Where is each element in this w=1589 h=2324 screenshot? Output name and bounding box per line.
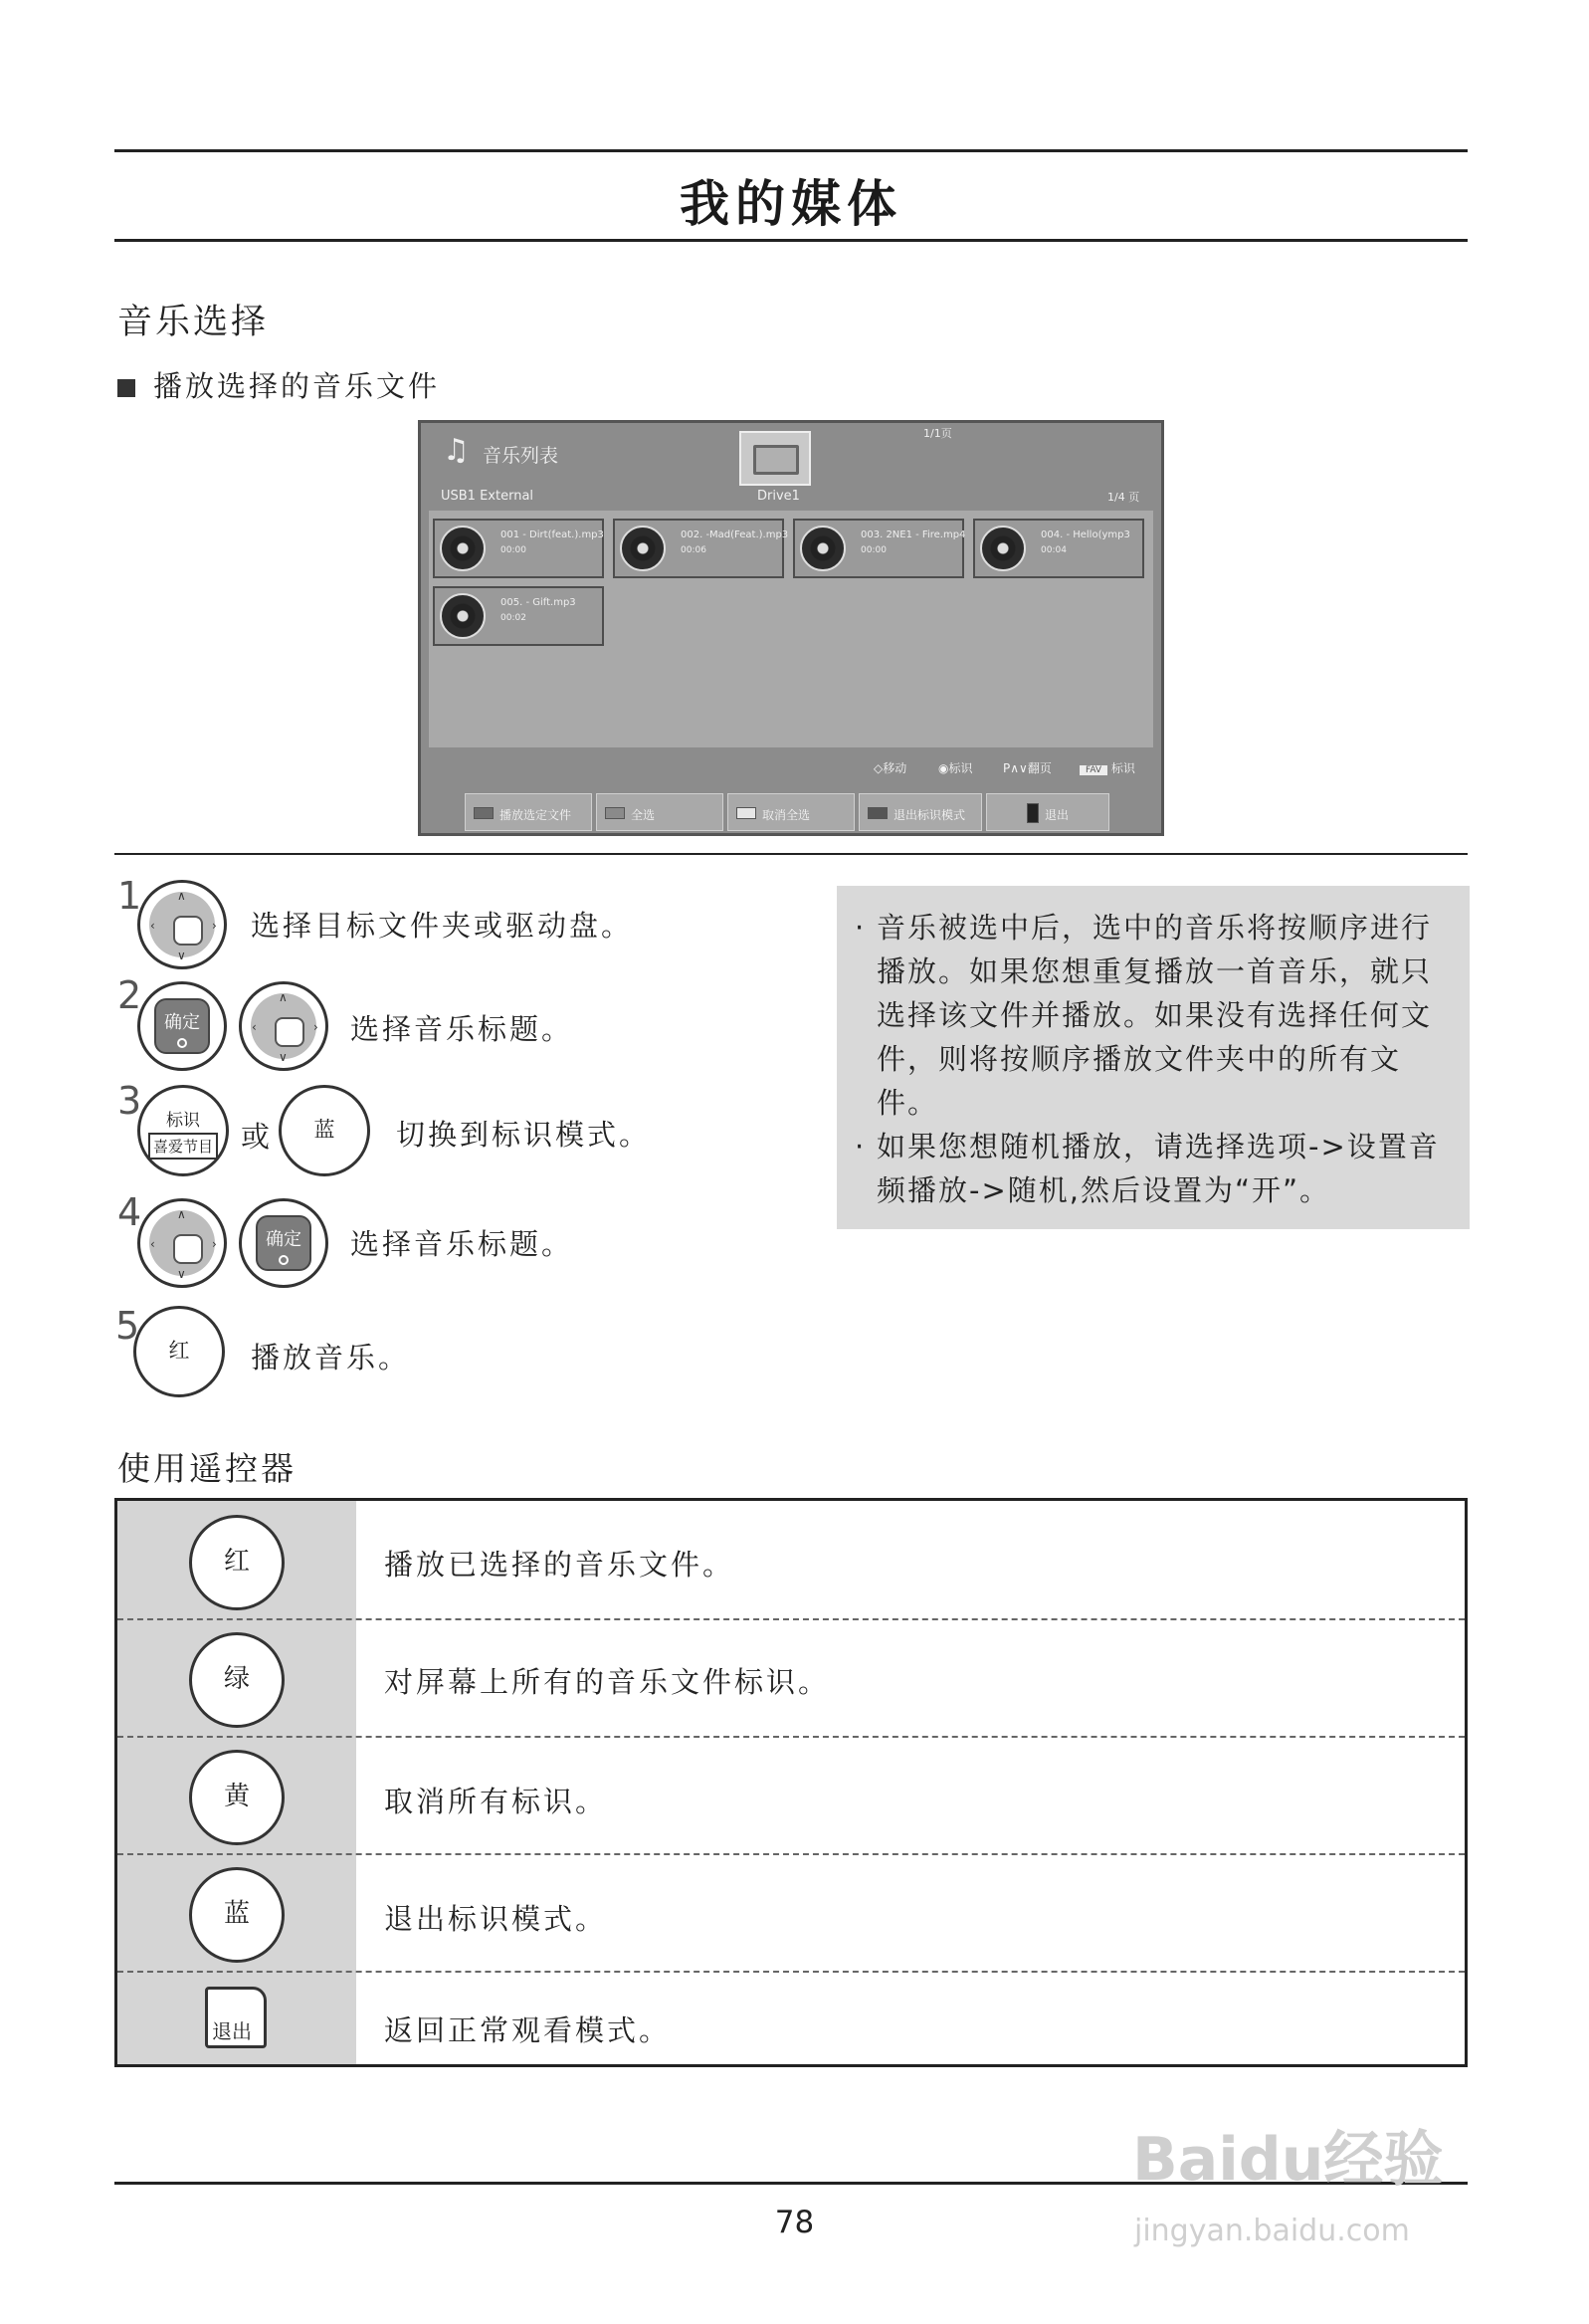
exit-icon bbox=[1027, 803, 1039, 823]
music-file-tile[interactable] bbox=[793, 519, 964, 578]
note-box bbox=[837, 886, 1470, 1229]
deselect-all-button[interactable]: 取消全选 bbox=[727, 793, 855, 831]
file-duration: 00:04 bbox=[1041, 545, 1067, 555]
exit-key-icon: 退出 bbox=[205, 1987, 267, 2048]
cd-icon bbox=[620, 526, 666, 571]
screen-title: 音乐列表 bbox=[483, 445, 559, 467]
file-duration: 00:06 bbox=[681, 545, 706, 555]
location-right: 1/4 页 bbox=[1107, 491, 1140, 504]
step-number: 1 bbox=[117, 874, 142, 918]
cd-icon bbox=[440, 526, 486, 571]
help-page: P∧∨翻页 bbox=[1003, 761, 1052, 775]
exit-mark-mode-button[interactable]: 退出标识模式 bbox=[859, 793, 982, 831]
title-rule bbox=[114, 239, 1468, 242]
music-file-tile[interactable] bbox=[973, 519, 1144, 578]
step-text: 选择音乐标题。 bbox=[350, 1012, 574, 1046]
key-description: 播放已选择的音乐文件。 bbox=[384, 1548, 735, 1582]
music-file-tile[interactable] bbox=[433, 519, 604, 578]
step-number: 4 bbox=[117, 1190, 142, 1234]
cd-icon bbox=[440, 593, 486, 639]
select-all-button[interactable]: 全选 bbox=[596, 793, 723, 831]
key-description: 取消所有标识。 bbox=[384, 1785, 608, 1818]
step-number: 3 bbox=[117, 1079, 142, 1123]
ok-button-icon: 确定 bbox=[137, 981, 227, 1071]
section-rule bbox=[114, 853, 1468, 855]
square-bullet-icon bbox=[117, 379, 135, 397]
music-note-icon: ♫ bbox=[443, 433, 470, 468]
note-item: · 音乐被选中后，选中的音乐将按顺序进行播放。如果您想重复播放一首音乐，就只选择该文件并播放。如果没有选择任何文件，则将按顺序播放文件夹中的所有文件。 bbox=[855, 911, 1433, 1120]
row-divider bbox=[117, 1971, 1465, 1973]
file-duration: 00:00 bbox=[500, 545, 526, 555]
key-description: 对屏幕上所有的音乐文件标识。 bbox=[384, 1665, 831, 1699]
music-file-tile[interactable] bbox=[433, 586, 604, 646]
cd-icon bbox=[980, 526, 1026, 571]
help-move: ◇移动 bbox=[874, 761, 907, 775]
navigation-pad-icon: ∧ ∨ ‹ › bbox=[137, 1198, 227, 1288]
exit-button[interactable]: 退出 bbox=[986, 793, 1109, 831]
row-divider bbox=[117, 1618, 1465, 1620]
remote-section-title: 使用遥控器 bbox=[117, 1449, 297, 1488]
help-fav: FAV 标识 bbox=[1080, 759, 1135, 776]
step-text: 选择目标文件夹或驱动盘。 bbox=[251, 909, 634, 943]
file-name: 003. 2NE1 - Fire.mp4 bbox=[861, 529, 966, 540]
mark-favorite-button-icon: 标识 喜爱节目 bbox=[137, 1085, 229, 1176]
navigation-pad-icon: ∧ ∨ ‹ › bbox=[239, 981, 328, 1071]
page-indicator: 1/1页 bbox=[923, 427, 952, 440]
page-number: 78 bbox=[774, 2205, 815, 2240]
blue-button-icon: 蓝 bbox=[279, 1085, 370, 1176]
watermark-url: jingyan.baidu.com bbox=[1134, 2214, 1410, 2248]
file-duration: 00:00 bbox=[861, 545, 887, 555]
subsection-heading bbox=[117, 364, 440, 405]
row-divider bbox=[117, 1736, 1465, 1738]
green-key-icon: 绿 bbox=[189, 1632, 285, 1728]
file-name: 002. -Mad(Feat.).mp3 bbox=[681, 529, 789, 540]
key-description: 返回正常观看模式。 bbox=[384, 2013, 672, 2047]
or-text: 或 bbox=[241, 1120, 274, 1154]
step-text: 选择音乐标题。 bbox=[350, 1227, 574, 1261]
file-grid bbox=[429, 511, 1153, 747]
key-description: 退出标识模式。 bbox=[384, 1902, 608, 1936]
music-file-tile[interactable] bbox=[613, 519, 789, 578]
yellow-key-icon: 黄 bbox=[189, 1750, 285, 1845]
step-text: 切换到标识模式。 bbox=[396, 1118, 652, 1152]
location-center: Drive1 bbox=[757, 489, 800, 504]
music-list-screenshot bbox=[418, 420, 1164, 836]
step-number: 2 bbox=[117, 973, 142, 1017]
note-item: · 如果您想随机播放，请选择选项->设置音频播放->随机,然后设置为“开”。 bbox=[855, 1130, 1440, 1207]
folder-icon bbox=[739, 431, 811, 486]
step-text: 播放音乐。 bbox=[251, 1341, 411, 1374]
watermark-logo: Baidu经验 bbox=[1132, 2125, 1444, 2195]
section-title: 音乐选择 bbox=[117, 303, 270, 342]
top-rule bbox=[114, 149, 1468, 152]
location-left: USB1 External bbox=[441, 489, 534, 504]
file-name: 005. - Gift.mp3 bbox=[500, 597, 576, 608]
file-name: 001 - Dirt(feat.).mp3 bbox=[500, 529, 604, 540]
red-button-icon: 红 bbox=[133, 1306, 225, 1397]
cd-icon bbox=[800, 526, 846, 571]
remote-key-table bbox=[114, 1498, 1468, 2067]
blue-key-icon: 蓝 bbox=[189, 1867, 285, 1963]
page-title: 我的媒体 bbox=[680, 175, 902, 233]
help-mark: ◉标识 bbox=[938, 761, 973, 775]
play-selected-button[interactable]: 播放选定文件 bbox=[465, 793, 592, 831]
row-divider bbox=[117, 1853, 1465, 1855]
file-duration: 00:02 bbox=[500, 613, 526, 623]
navigation-pad-icon: ∧ ∨ ‹ › bbox=[137, 880, 227, 969]
step-number: 5 bbox=[115, 1304, 140, 1348]
red-key-icon: 红 bbox=[189, 1515, 285, 1610]
file-name: 004. - Hello(ymp3 bbox=[1041, 529, 1130, 540]
subsection-label: 播放选择的音乐文件 bbox=[153, 369, 441, 403]
ok-button-icon: 确定 bbox=[239, 1198, 328, 1288]
